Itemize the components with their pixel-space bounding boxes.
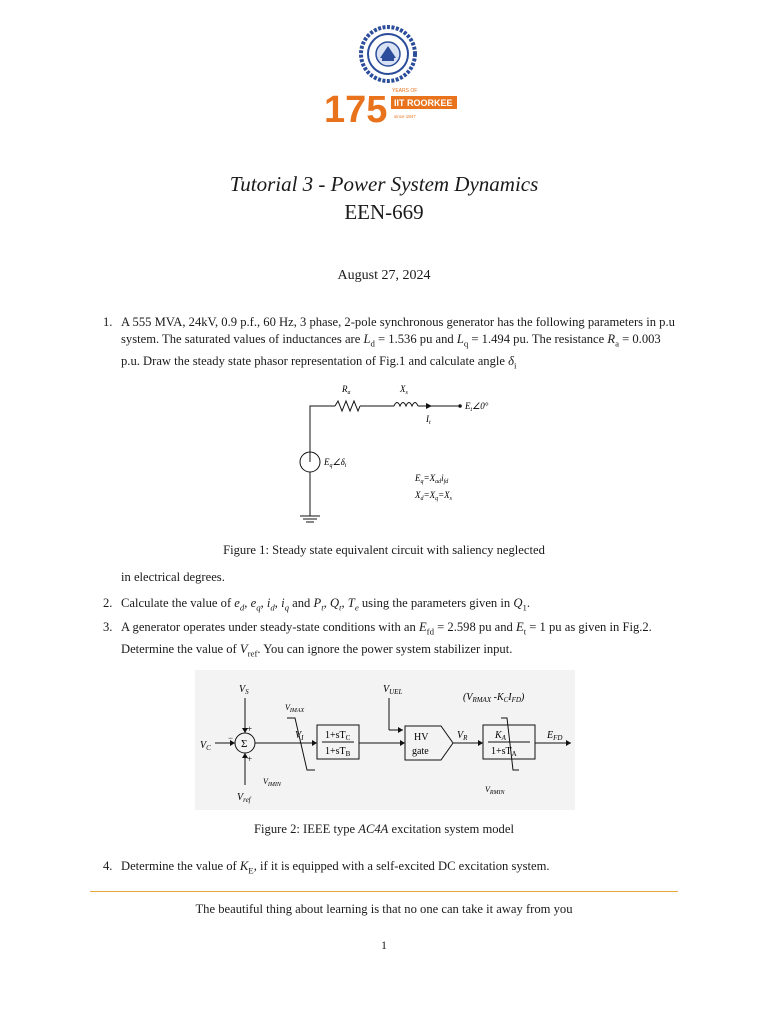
inductor-icon: [394, 403, 418, 407]
iit-roorkee-logo: [318, 24, 458, 134]
seal-icon: [361, 27, 415, 81]
subscript: E: [248, 865, 254, 876]
question-text: A generator operates under steady-state conditions with an: [121, 620, 419, 634]
subscript: 1: [522, 602, 527, 613]
symbol: L: [363, 332, 371, 346]
lead-denominator: $1+sT_B$: [325, 746, 351, 758]
question-text: using the parameters given in: [358, 596, 514, 610]
label-vimax: $V_{IMAX}$: [285, 703, 305, 714]
question-1-continued: in electrical degrees.: [121, 570, 225, 584]
page-number: 1: [381, 938, 387, 952]
gate-label: gate: [412, 746, 429, 757]
logo-since: since 1847: [394, 114, 416, 119]
question-2: [103, 595, 681, 617]
caption-model: AC4A: [358, 822, 389, 836]
question-text: A 555 MVA, 24kV, 0.9 p.f., 60 Hz, 3 phase, 2-pole synchronous generator has the following parameters in p.u system. The saturated values of inductances are: [121, 315, 675, 346]
question-text: = 2.598 pu and: [434, 620, 516, 634]
document-title: Tutorial 3 - Power System Dynamics: [229, 172, 539, 196]
subscript: d: [370, 338, 375, 349]
document-date: August 27, 2024: [337, 268, 431, 283]
label-vi: $V_I$: [295, 730, 304, 742]
symbol: Q: [513, 596, 523, 610]
question-number: 4.: [103, 859, 113, 873]
label-ra: $R_a$: [342, 384, 351, 396]
label-vr: $V_R$: [457, 730, 468, 742]
question-text: .: [526, 596, 530, 610]
label-vc: $V_C$: [200, 740, 211, 752]
symbol: R: [607, 332, 616, 346]
footer-divider: [90, 891, 678, 892]
question-text: . You can ignore the power system stabilizer input.: [257, 641, 513, 656]
label-eq: $E_q\angle\delta_i$: [324, 457, 347, 469]
label-vref: $V_{ref}$: [237, 792, 251, 804]
logo-number: 175: [324, 89, 388, 131]
equation-xd: $X_d=X_q=X_s$: [415, 490, 452, 502]
question-text: = 1.494 pu. The resistance: [468, 332, 608, 346]
plus-sign: +: [247, 754, 253, 764]
figure-2-caption: [0, 822, 768, 837]
label-et: $E_t\angle 0^\circ$: [465, 401, 489, 413]
subscript: fd: [426, 626, 435, 637]
equation-eq: $E_q=X_{ad}i_{fd}$: [415, 473, 449, 485]
question-text: and: [289, 596, 314, 610]
ka-denominator: $1+sT_A$: [491, 746, 517, 758]
label-xs: $X_s$: [400, 384, 408, 396]
question-4: [103, 858, 681, 880]
hv-label: HV: [414, 732, 429, 743]
subscript: q: [463, 338, 469, 349]
symbol: E: [418, 620, 427, 634]
variable-list: $P_t$, $Q_t$, $T_e$: [313, 596, 359, 613]
symbol: K: [239, 859, 249, 873]
question-3: [103, 619, 681, 662]
figure-2-block-diagram: [195, 670, 575, 810]
minus-sign: −: [228, 733, 234, 743]
question-text: = 1 pu as given in Fig.2. Determine the value of: [121, 620, 652, 656]
label-ka: $K_A$: [495, 730, 506, 742]
question-number: 2.: [103, 596, 113, 610]
question-number: 1.: [103, 315, 113, 329]
label-vrmin: $V_{RMIN}$: [485, 785, 505, 796]
question-text: = 1.536 pu and: [374, 332, 457, 346]
question-text: = 0.003 p.u. Draw the steady state phasor representation of Fig.1 and calculate angle: [121, 332, 661, 368]
logo-graphic: [318, 24, 458, 134]
question-number: 3.: [103, 620, 113, 634]
subscript: t: [523, 626, 527, 637]
question-text: Calculate the value of: [121, 596, 235, 610]
figure-1-caption: Figure 1: Steady state equivalent circuit with saliency neglected: [223, 543, 545, 557]
question-text: Determine the value of: [121, 859, 240, 873]
plus-sign: +: [247, 724, 253, 734]
label-efd: $E_{FD}$: [547, 730, 563, 742]
subscript: a: [615, 338, 619, 349]
symbol: E: [515, 620, 524, 634]
terminal-node: [458, 404, 462, 408]
label-vs: $V_S$: [239, 684, 249, 696]
label-vimin: $V_{IMIN}$: [263, 777, 281, 788]
subscript: i: [513, 360, 517, 371]
footer-quote: The beautiful thing about learning is that no one can take it away from you: [195, 902, 573, 916]
course-code: EEN-669: [344, 200, 424, 224]
label-vrmax: ($V_{RMAX}$ $-K_CI_{FD}$): [463, 692, 525, 704]
excitation-block-diagram: [195, 670, 575, 810]
symbol: δ: [508, 353, 514, 368]
subscript: ref: [247, 648, 258, 659]
resistor-icon: [335, 401, 360, 411]
caption-text: excitation system model: [388, 822, 514, 836]
label-it: $I_t$: [426, 414, 431, 426]
question-text: , if it is equipped with a self-excited DC excitation system.: [253, 859, 550, 873]
logo-institute: IIT ROORKEE: [394, 98, 453, 108]
lead-numerator: $1+sT_C$: [325, 730, 351, 742]
current-arrow-icon: [426, 403, 432, 409]
figure-1-circuit: [290, 376, 510, 526]
circuit-diagram: [290, 376, 510, 526]
question-1: [103, 314, 681, 374]
logo-years-of: YEARS OF: [392, 88, 418, 94]
sigma-symbol: Σ: [241, 738, 248, 750]
variable-list: $e_d$, $e_q$, $i_d$, $i_q$: [234, 596, 289, 613]
symbol: V: [239, 641, 248, 656]
symbol: L: [456, 332, 464, 346]
label-vuel: $V_{UEL}$: [383, 684, 403, 696]
caption-text: Figure 2: IEEE type: [254, 822, 359, 836]
